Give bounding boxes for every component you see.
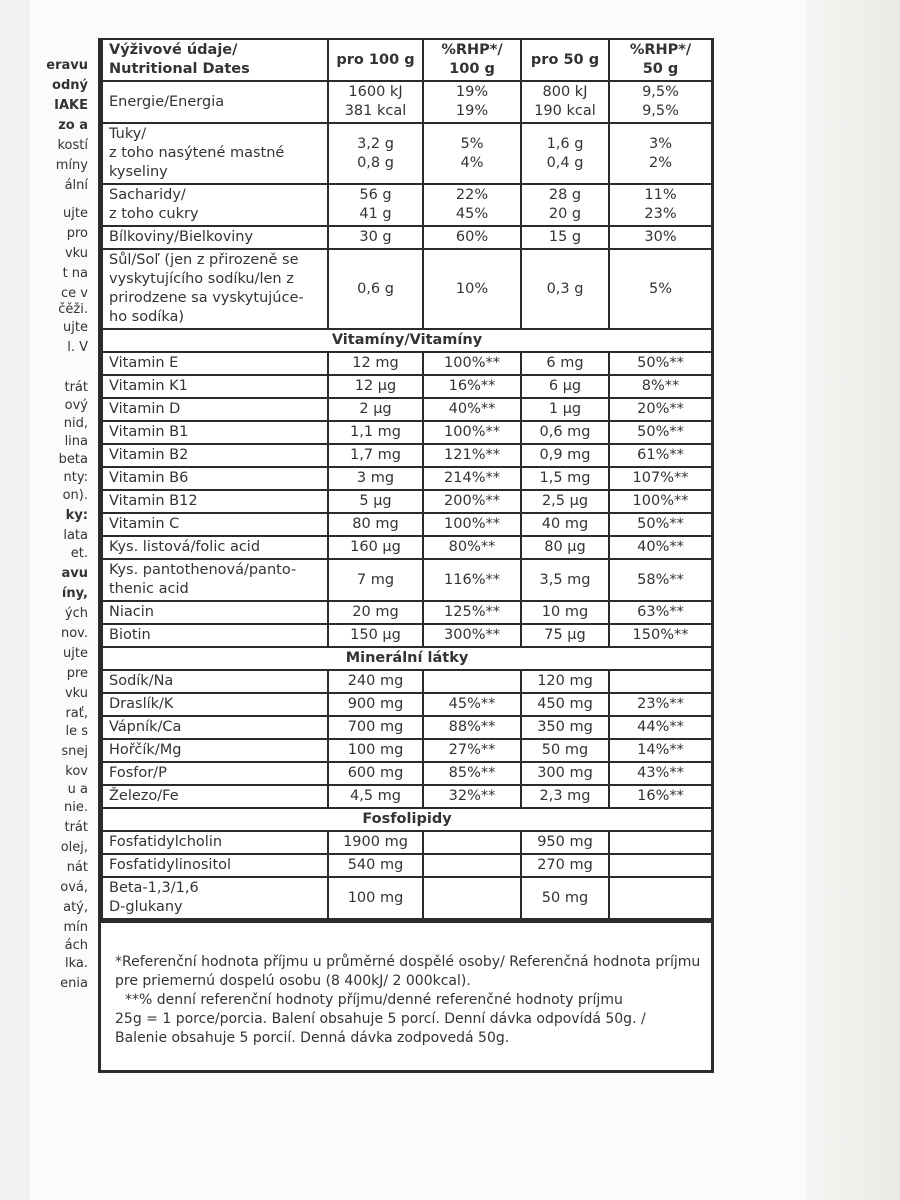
rhp-per-50g: [609, 877, 712, 919]
rhp-per-100g: 32%**: [423, 785, 521, 808]
nutrient-name: Fosfor/P: [102, 762, 328, 785]
left-text-fragment: ový: [64, 398, 88, 413]
left-text-fragment: nid,: [63, 416, 88, 431]
value-per-50g: 50 mg: [521, 877, 609, 919]
rhp-per-50g: 50%**: [609, 352, 712, 375]
rhp-per-100g: 16%**: [423, 375, 521, 398]
nutrient-name: Biotin: [102, 624, 328, 647]
value-per-50g: 6 µg: [521, 375, 609, 398]
rhp-per-100g: 100%**: [423, 513, 521, 536]
left-text-fragment: lina: [64, 434, 88, 449]
rhp-per-100g: 5% 4%: [423, 123, 521, 184]
nutrient-name: Bílkoviny/Bielkoviny: [102, 226, 328, 249]
nutrient-name: Energie/Energia: [102, 81, 328, 123]
table-row: [102, 762, 712, 785]
nutrient-name: Kys. listová/folic acid: [102, 536, 328, 559]
nutrient-name: Vitamin D: [102, 398, 328, 421]
value-per-100g: 100 mg: [328, 877, 423, 919]
footnote-reference: *Referenční hodnota příjmu u průměrné dospělé osoby/ Referenčná hodnota príjmu pre priemernú dospelú osobu (8 400kJ/ 2 000kcal).: [115, 954, 701, 989]
nutrient-name: Vitamin K1: [102, 375, 328, 398]
value-per-50g: 1,5 mg: [521, 467, 609, 490]
table-row: [102, 513, 712, 536]
value-per-50g: 2,5 µg: [521, 490, 609, 513]
value-per-100g: 100 mg: [328, 739, 423, 762]
value-per-50g: 0,3 g: [521, 249, 609, 329]
table-row: [102, 226, 712, 249]
rhp-per-50g: 20%**: [609, 398, 712, 421]
value-per-50g: 15 g: [521, 226, 609, 249]
left-text-fragment: enia: [60, 976, 88, 991]
left-text-fragment: zo a: [58, 118, 88, 133]
section-title: Fosfolipidy: [102, 808, 712, 831]
table-row: [102, 421, 712, 444]
left-text-fragment: míny: [55, 158, 88, 173]
nutrient-name: Kys. pantothenová/panto- thenic acid: [102, 559, 328, 601]
section-header-row: [102, 808, 712, 831]
nutrient-name: Sacharidy/ z toho cukry: [102, 184, 328, 226]
nutrient-name: Draslík/K: [102, 693, 328, 716]
nutrient-name: Fosfatidylinositol: [102, 854, 328, 877]
left-text-fragment: et.: [70, 546, 88, 561]
rhp-per-100g: 100%**: [423, 421, 521, 444]
header-nutrient: Výživové údaje/ Nutritional Dates: [102, 39, 328, 81]
value-per-50g: 2,3 mg: [521, 785, 609, 808]
rhp-per-50g: 8%**: [609, 375, 712, 398]
value-per-50g: 3,5 mg: [521, 559, 609, 601]
left-text-fragment: ce v: [61, 286, 88, 301]
header-rhp-50g: %RHP*/ 50 g: [609, 39, 712, 81]
left-text-fragment: ách: [64, 938, 88, 953]
value-per-50g: 0,9 mg: [521, 444, 609, 467]
left-text-fragment: pre: [66, 666, 88, 681]
rhp-per-100g: 40%**: [423, 398, 521, 421]
table-row: [102, 624, 712, 647]
rhp-per-50g: 3% 2%: [609, 123, 712, 184]
table-row: [102, 467, 712, 490]
header-per-100g: pro 100 g: [328, 39, 423, 81]
value-per-100g: 540 mg: [328, 854, 423, 877]
rhp-per-100g: 100%**: [423, 352, 521, 375]
rhp-per-100g: 300%**: [423, 624, 521, 647]
package-shadow: [805, 0, 900, 1200]
rhp-per-50g: 58%**: [609, 559, 712, 601]
value-per-100g: 80 mg: [328, 513, 423, 536]
rhp-per-50g: 23%**: [609, 693, 712, 716]
table-body: [102, 81, 712, 919]
table-row: [102, 601, 712, 624]
rhp-per-50g: [609, 670, 712, 693]
value-per-50g: 450 mg: [521, 693, 609, 716]
left-text-fragment: kostí: [57, 138, 88, 153]
value-per-100g: 1,1 mg: [328, 421, 423, 444]
value-per-50g: 6 mg: [521, 352, 609, 375]
left-text-fragment: mín: [63, 920, 88, 935]
table-row: [102, 352, 712, 375]
table-row: [102, 854, 712, 877]
rhp-per-100g: [423, 877, 521, 919]
left-text-fragment: trát: [64, 380, 88, 395]
rhp-per-100g: 22% 45%: [423, 184, 521, 226]
rhp-per-100g: 60%: [423, 226, 521, 249]
nutrient-name: Sodík/Na: [102, 670, 328, 693]
rhp-per-50g: 30%: [609, 226, 712, 249]
rhp-per-50g: 5%: [609, 249, 712, 329]
left-text-fragment: l. V: [67, 340, 88, 355]
rhp-per-100g: 200%**: [423, 490, 521, 513]
value-per-50g: 800 kJ 190 kcal: [521, 81, 609, 123]
left-text-fragment: odný: [52, 78, 88, 93]
header-per-50g: pro 50 g: [521, 39, 609, 81]
left-text-fragment: IAKE: [54, 98, 88, 113]
value-per-100g: 1900 mg: [328, 831, 423, 854]
table-row: [102, 877, 712, 919]
value-per-100g: 30 g: [328, 226, 423, 249]
rhp-per-50g: 63%**: [609, 601, 712, 624]
cropped-left-text-column: [0, 0, 98, 1200]
rhp-per-50g: 150%**: [609, 624, 712, 647]
rhp-per-100g: [423, 831, 521, 854]
value-per-50g: 10 mg: [521, 601, 609, 624]
value-per-100g: 700 mg: [328, 716, 423, 739]
left-text-fragment: pro: [66, 226, 88, 241]
section-header-row: [102, 647, 712, 670]
left-text-fragment: on).: [62, 488, 88, 503]
nutrient-name: Vitamin C: [102, 513, 328, 536]
value-per-50g: 40 mg: [521, 513, 609, 536]
left-text-fragment: snej: [61, 744, 88, 759]
left-text-fragment: ujte: [63, 646, 88, 661]
left-text-fragment: íny,: [61, 586, 88, 601]
value-per-100g: 56 g 41 g: [328, 184, 423, 226]
left-text-fragment: ujte: [63, 206, 88, 221]
value-per-50g: 1 µg: [521, 398, 609, 421]
rhp-per-50g: 43%**: [609, 762, 712, 785]
value-per-50g: 1,6 g 0,4 g: [521, 123, 609, 184]
left-text-fragment: rať,: [65, 706, 88, 721]
rhp-per-50g: 50%**: [609, 513, 712, 536]
value-per-100g: 900 mg: [328, 693, 423, 716]
section-header-row: [102, 329, 712, 352]
rhp-per-50g: 9,5% 9,5%: [609, 81, 712, 123]
left-text-fragment: eravu: [46, 58, 88, 73]
left-text-fragment: atý,: [63, 900, 88, 915]
rhp-per-100g: 80%**: [423, 536, 521, 559]
value-per-100g: 12 µg: [328, 375, 423, 398]
table-row: [102, 559, 712, 601]
nutrition-panel: [98, 38, 714, 1073]
left-text-fragment: lka.: [64, 956, 88, 971]
left-text-fragment: nát: [66, 860, 88, 875]
nutrient-name: Tuky/ z toho nasýtené mastné kyseliny: [102, 123, 328, 184]
section-title: Minerální látky: [102, 647, 712, 670]
table-row: [102, 184, 712, 226]
value-per-50g: 0,6 mg: [521, 421, 609, 444]
value-per-100g: 20 mg: [328, 601, 423, 624]
rhp-per-50g: 61%**: [609, 444, 712, 467]
value-per-100g: 3 mg: [328, 467, 423, 490]
rhp-per-100g: 121%**: [423, 444, 521, 467]
value-per-50g: 300 mg: [521, 762, 609, 785]
value-per-50g: 50 mg: [521, 739, 609, 762]
rhp-per-100g: 10%: [423, 249, 521, 329]
table-row: [102, 444, 712, 467]
left-text-fragment: ých: [64, 606, 88, 621]
rhp-per-50g: 16%**: [609, 785, 712, 808]
nutrient-name: Vitamin B2: [102, 444, 328, 467]
rhp-per-100g: [423, 670, 521, 693]
nutrient-name: Železo/Fe: [102, 785, 328, 808]
table-row: [102, 536, 712, 559]
left-text-fragment: vku: [64, 686, 88, 701]
rhp-per-100g: 125%**: [423, 601, 521, 624]
header-rhp-100g: %RHP*/ 100 g: [423, 39, 521, 81]
left-text-fragment: kov: [65, 764, 88, 779]
table-row: [102, 785, 712, 808]
table-row: [102, 123, 712, 184]
value-per-50g: 350 mg: [521, 716, 609, 739]
table-row: [102, 249, 712, 329]
rhp-per-100g: [423, 854, 521, 877]
table-row: [102, 716, 712, 739]
value-per-100g: 160 µg: [328, 536, 423, 559]
left-text-fragment: vku: [64, 246, 88, 261]
nutrient-name: Vitamin B12: [102, 490, 328, 513]
rhp-per-50g: 14%**: [609, 739, 712, 762]
table-row: [102, 670, 712, 693]
nutrient-name: Vitamin E: [102, 352, 328, 375]
left-text-fragment: ujte: [63, 320, 88, 335]
rhp-per-100g: 85%**: [423, 762, 521, 785]
rhp-per-50g: 40%**: [609, 536, 712, 559]
left-text-fragment: ky:: [65, 508, 88, 523]
footnote-portion: 25g = 1 porce/porcia. Balení obsahuje 5 porcí. Denní dávka odpovídá 50g. / Balenie obsahuje 5 porcií. Denná dávka zodpovedá 50g.: [115, 1011, 646, 1046]
value-per-100g: 12 mg: [328, 352, 423, 375]
left-text-fragment: ová,: [60, 880, 88, 895]
value-per-100g: 240 mg: [328, 670, 423, 693]
left-text-fragment: avu: [61, 566, 88, 581]
nutrient-name: Vitamin B6: [102, 467, 328, 490]
footnote: [101, 920, 711, 1070]
nutrient-name: Sůl/Soľ (jen z přirozeně se vyskytujícího sodíku/len z prirodzene sa vyskytujúce- ho sodíka): [102, 249, 328, 329]
nutrient-name: Vitamin B1: [102, 421, 328, 444]
table-row: [102, 375, 712, 398]
rhp-per-50g: 44%**: [609, 716, 712, 739]
value-per-100g: 1,7 mg: [328, 444, 423, 467]
value-per-100g: 4,5 mg: [328, 785, 423, 808]
table-row: [102, 81, 712, 123]
table-row: [102, 490, 712, 513]
table-row: [102, 831, 712, 854]
rhp-per-50g: 100%**: [609, 490, 712, 513]
value-per-50g: 75 µg: [521, 624, 609, 647]
table-row: [102, 398, 712, 421]
rhp-per-100g: 214%**: [423, 467, 521, 490]
value-per-100g: 7 mg: [328, 559, 423, 601]
footnote-daily-reference: **% denní referenční hodnoty příjmu/denné referenčné hodnoty príjmu: [125, 992, 623, 1008]
value-per-100g: 150 µg: [328, 624, 423, 647]
rhp-per-100g: 116%**: [423, 559, 521, 601]
nutrient-name: Beta-1,3/1,6 D-glukany: [102, 877, 328, 919]
left-text-fragment: lata: [63, 528, 88, 543]
left-text-fragment: nie.: [64, 800, 88, 815]
value-per-50g: 120 mg: [521, 670, 609, 693]
value-per-100g: 5 µg: [328, 490, 423, 513]
left-text-fragment: nov.: [60, 626, 88, 641]
left-text-fragment: olej,: [60, 840, 88, 855]
nutrient-name: Fosfatidylcholin: [102, 831, 328, 854]
nutrient-name: Vápník/Ca: [102, 716, 328, 739]
value-per-50g: 950 mg: [521, 831, 609, 854]
left-text-fragment: u a: [67, 782, 88, 797]
value-per-50g: 80 µg: [521, 536, 609, 559]
rhp-per-100g: 19% 19%: [423, 81, 521, 123]
rhp-per-50g: 11% 23%: [609, 184, 712, 226]
rhp-per-50g: 107%**: [609, 467, 712, 490]
left-text-fragment: trát: [64, 820, 88, 835]
nutrient-name: Hořčík/Mg: [102, 739, 328, 762]
rhp-per-50g: 50%**: [609, 421, 712, 444]
nutrition-table: [101, 38, 713, 920]
section-title: Vitamíny/Vitamíny: [102, 329, 712, 352]
value-per-100g: 2 µg: [328, 398, 423, 421]
nutrient-name: Niacin: [102, 601, 328, 624]
left-text-fragment: le s: [65, 724, 88, 739]
rhp-per-50g: [609, 831, 712, 854]
value-per-50g: 28 g 20 g: [521, 184, 609, 226]
rhp-per-100g: 45%**: [423, 693, 521, 716]
left-text-fragment: nty:: [63, 470, 88, 485]
table-row: [102, 693, 712, 716]
left-text-fragment: čěži.: [58, 302, 88, 317]
value-per-100g: 3,2 g 0,8 g: [328, 123, 423, 184]
rhp-per-100g: 27%**: [423, 739, 521, 762]
left-text-fragment: ální: [64, 178, 88, 193]
rhp-per-50g: [609, 854, 712, 877]
rhp-per-100g: 88%**: [423, 716, 521, 739]
header-row: [102, 39, 712, 81]
value-per-100g: 600 mg: [328, 762, 423, 785]
table-row: [102, 739, 712, 762]
value-per-100g: 0,6 g: [328, 249, 423, 329]
left-text-fragment: beta: [58, 452, 88, 467]
value-per-100g: 1600 kJ 381 kcal: [328, 81, 423, 123]
left-text-fragment: t na: [62, 266, 88, 281]
value-per-50g: 270 mg: [521, 854, 609, 877]
